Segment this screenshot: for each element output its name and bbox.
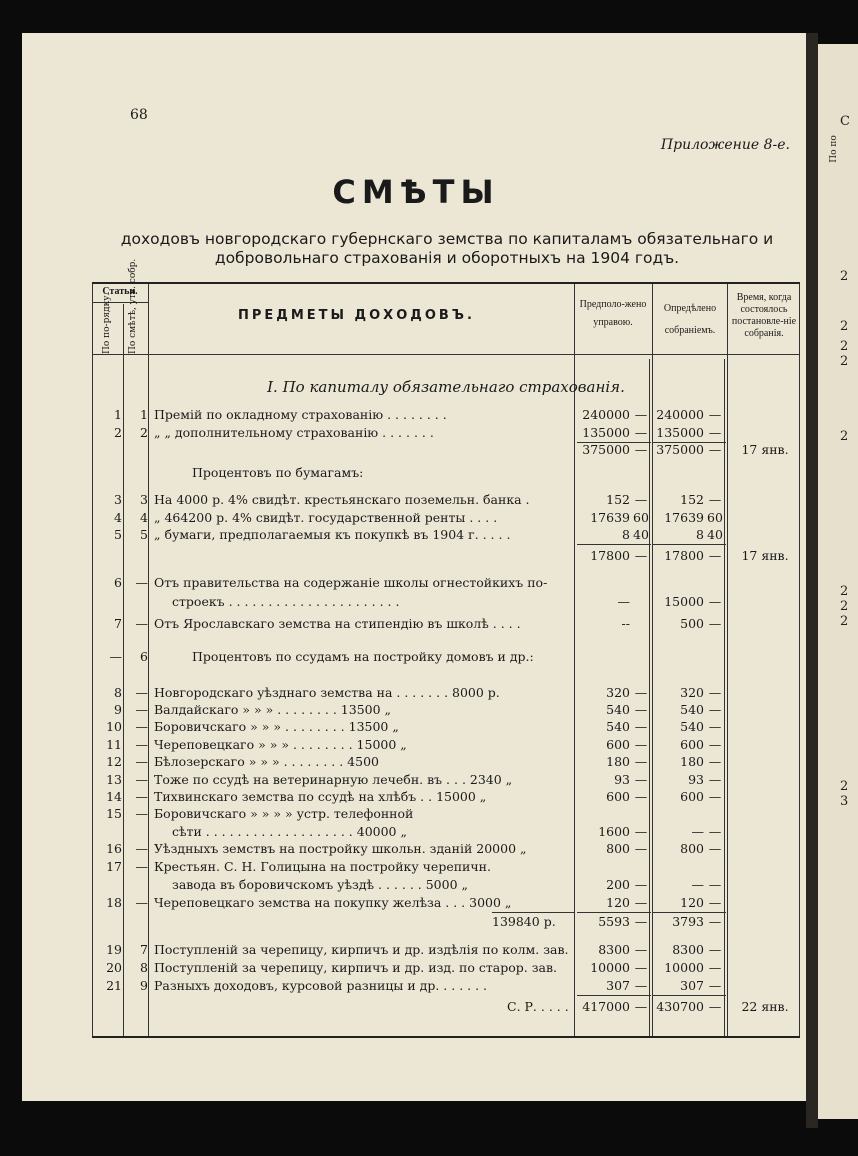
cell-pa: 10000 — [590, 960, 630, 975]
header-po-poryadku: По по-рядку. — [102, 292, 112, 354]
cell-da: — — [691, 877, 704, 892]
cell-da: 17639 — [664, 510, 704, 525]
cell-pk: 40 — [633, 527, 649, 542]
cell-pk: — — [634, 877, 648, 892]
table-row — [92, 548, 800, 566]
cell-da: 540 — [680, 719, 704, 734]
cell-da: 600 — [680, 737, 704, 752]
cell-da: 152 — [680, 492, 704, 507]
cell-pa: 8 — [622, 527, 630, 542]
cell-pk: — — [634, 841, 648, 856]
table-row — [92, 616, 800, 634]
cell-name: Крестьян. С. Н. Голицына на постройку черепичн. — [154, 859, 491, 874]
cell-pa: -- — [621, 616, 630, 631]
appendix-label: Приложение 8-е. — [660, 137, 790, 153]
cell-n2: — — [135, 719, 148, 734]
table-row — [92, 895, 800, 913]
cell-pk: — — [634, 719, 648, 734]
cell-dk: — — [708, 737, 722, 752]
cell-name: С. Р. . . . . — [507, 999, 569, 1014]
cell-n2: — — [135, 685, 148, 700]
cell-pa: 1600 — [598, 824, 630, 839]
sum-rule — [577, 544, 651, 545]
cell-da: 120 — [680, 895, 704, 910]
cell-n2: — — [135, 806, 148, 821]
cell-n2: 7 — [140, 942, 148, 957]
cell-dk: — — [708, 616, 722, 631]
cell-pa: 240000 — [582, 407, 630, 422]
cell-dk: — — [708, 702, 722, 717]
cell-pk: — — [634, 999, 648, 1014]
cell-pk: — — [634, 942, 648, 957]
cell-n2: 4 — [140, 510, 148, 525]
table-row — [92, 806, 800, 824]
cell-pk: — — [634, 407, 648, 422]
table-row — [92, 465, 800, 483]
cell-name: Бѣлозерскаго » » » . . . . . . . . 4500 — [154, 754, 379, 769]
cell-name: Уѣздныхъ земствъ на постройку школьн. зданій 20000 „ — [154, 841, 527, 856]
cell-name: Отъ Ярославскаго земства на стипендію въ школѣ . . . . — [154, 616, 521, 631]
document-page — [22, 33, 810, 1101]
cell-n1: 19 — [106, 942, 122, 957]
cell-pk: — — [634, 702, 648, 717]
cell-n1: 17 — [106, 859, 122, 874]
sum-rule — [577, 912, 651, 913]
cell-name: Боровичскаго » » » . . . . . . . . 13500 „ — [154, 719, 399, 734]
cell-pa: 93 — [614, 772, 630, 787]
cell-name: Тоже по ссудѣ на ветеринарную лечебн. въ . . . 2340 „ — [154, 772, 513, 787]
cell-dk: — — [708, 407, 722, 422]
cell-name: Новгородскаго уѣзднаго земства на . . . . . . . 8000 р. — [154, 685, 500, 700]
sum-rule — [577, 995, 651, 996]
cell-dk: — — [708, 594, 722, 609]
cell-pa: 600 — [606, 789, 630, 804]
cell-n1: 2 — [114, 425, 122, 440]
cell-n1: 18 — [106, 895, 122, 910]
sum-rule — [652, 544, 726, 545]
cell-n2: — — [135, 575, 148, 590]
table-row — [92, 649, 800, 667]
cell-da: 800 — [680, 841, 704, 856]
cell-pa: 800 — [606, 841, 630, 856]
cell-n2: — — [135, 737, 148, 752]
cell-dk: — — [708, 999, 722, 1014]
cell-name: Разныхъ доходовъ, курсовой разницы и др. . . . . . . — [154, 978, 488, 993]
cell-n1: 20 — [106, 960, 122, 975]
cell-n1: 13 — [106, 772, 122, 787]
cell-pa: 307 — [606, 978, 630, 993]
sum-rule — [652, 442, 726, 443]
cell-dk: — — [708, 895, 722, 910]
cell-dk: — — [708, 685, 722, 700]
header-opredeleno: Опредѣлено собраніемъ. — [663, 303, 717, 336]
cell-name: „ бумаги, предполагаемыя къ покупкѣ въ 1904 г. . . . . — [154, 527, 511, 542]
cell-da: 17800 — [664, 548, 704, 563]
cell-n1: 12 — [106, 754, 122, 769]
cell-pa: 320 — [606, 685, 630, 700]
cell-da: 375000 — [656, 442, 704, 457]
estimate-table — [92, 258, 800, 1038]
sum-rule — [652, 995, 726, 996]
cell-name: Отъ правительства на содержаніе школы огнестойкихъ по- — [154, 575, 548, 590]
cell-n1: 5 — [114, 527, 122, 542]
cell-pa: 417000 — [582, 999, 630, 1014]
edge-text: С — [840, 114, 850, 129]
sum-rule — [577, 442, 651, 443]
table-row — [92, 942, 800, 960]
cell-name: Процентовъ по бумагамъ: — [192, 465, 364, 480]
cell-n2: 5 — [140, 527, 148, 542]
cell-n1: 14 — [106, 789, 122, 804]
cell-n1: 11 — [106, 737, 122, 752]
cell-pk: — — [634, 425, 648, 440]
table-row — [92, 737, 800, 755]
cell-name: сѣти . . . . . . . . . . . . . . . . . . . 40000 „ — [172, 824, 407, 839]
cell-dk: — — [708, 754, 722, 769]
cell-n1: 4 — [114, 510, 122, 525]
table-row — [92, 425, 800, 443]
edge-text: 2 — [840, 614, 849, 629]
cell-pk: — — [634, 914, 648, 929]
table-row — [92, 527, 800, 545]
cell-pk: — — [634, 978, 648, 993]
edge-text: 2 — [840, 429, 849, 444]
table-row — [92, 719, 800, 737]
cell-name: Поступленій за черепицу, кирпичъ и др. издѣлія по колм. зав. — [154, 942, 569, 957]
table-row — [92, 877, 800, 895]
header-predpolozheno: Предполо-жено управою. — [579, 299, 647, 328]
cell-pk: — — [634, 895, 648, 910]
cell-da: 600 — [680, 789, 704, 804]
document-subtitle: доходовъ новгородскаго губернскаго земства по капиталамъ обязательнаго и добровольнаго страхованія и оборотныхъ на 1904 годъ. — [120, 230, 774, 267]
cell-da: — — [691, 824, 704, 839]
edge-text: 2 — [840, 354, 849, 369]
cell-da: 240000 — [656, 407, 704, 422]
sum-rule — [492, 912, 574, 913]
cell-tm: 22 янв. — [741, 999, 789, 1014]
cell-n2: 1 — [140, 407, 148, 422]
cell-dk: — — [708, 492, 722, 507]
cell-dk: 40 — [707, 527, 723, 542]
cell-pk: — — [634, 737, 648, 752]
cell-tm: 17 янв. — [741, 548, 789, 563]
cell-name: Премій по окладному страхованію . . . . . . . . — [154, 407, 447, 422]
table-row — [92, 978, 800, 996]
table-row — [92, 594, 800, 612]
cell-pa: 152 — [606, 492, 630, 507]
cell-n2: 9 — [140, 978, 148, 993]
cell-name: завода въ боровичскомъ уѣздѣ . . . . . . 5000 „ — [172, 877, 468, 892]
cell-name: Процентовъ по ссудамъ на постройку домовъ и др.: — [192, 649, 534, 664]
header-po-smete: По смѣтѣ, утв. собр. — [128, 258, 138, 354]
sum-rule — [652, 912, 726, 913]
cell-da: 180 — [680, 754, 704, 769]
table-row — [92, 685, 800, 703]
cell-da: 8 — [696, 527, 704, 542]
table-row — [92, 702, 800, 720]
cell-name: Тихвинскаго земства по ссудѣ на хлѣбъ . . 15000 „ — [154, 789, 487, 804]
edge-text: 2 — [840, 339, 849, 354]
header-vremya: Время, когда состоялось постановле-ніе собранія. — [731, 292, 797, 339]
cell-pa: — — [617, 594, 630, 609]
cell-n2: 8 — [140, 960, 148, 975]
cell-pk: — — [634, 685, 648, 700]
cell-n1: 6 — [114, 575, 122, 590]
cell-n1: 3 — [114, 492, 122, 507]
cell-pa: 540 — [606, 702, 630, 717]
cell-da: 135000 — [656, 425, 704, 440]
cell-dk: 60 — [707, 510, 723, 525]
cell-da: 320 — [680, 685, 704, 700]
cell-pa: 200 — [606, 877, 630, 892]
cell-pa: 17639 — [590, 510, 630, 525]
cell-da: 3793 — [672, 914, 704, 929]
cell-pa: 375000 — [582, 442, 630, 457]
cell-pk: — — [634, 824, 648, 839]
table-row — [92, 492, 800, 510]
cell-n1: — — [109, 649, 122, 664]
cell-n1: 9 — [114, 702, 122, 717]
page-number: 68 — [130, 107, 148, 123]
cell-pk: — — [634, 772, 648, 787]
cell-dk: — — [708, 841, 722, 856]
table-row — [92, 575, 800, 593]
table-row — [92, 442, 800, 460]
cell-n1: 1 — [114, 407, 122, 422]
table-row — [92, 754, 800, 772]
cell-pa: 135000 — [582, 425, 630, 440]
cell-pa: 8300 — [598, 942, 630, 957]
cell-da: 500 — [680, 616, 704, 631]
cell-da: 307 — [680, 978, 704, 993]
cell-n1: 16 — [106, 841, 122, 856]
cell-dk: — — [708, 960, 722, 975]
header-predmety: ПРЕДМЕТЫ ДОХОДОВЪ. — [238, 308, 475, 323]
section-title: I. По капиталу обязательнаго страхованія. — [267, 378, 625, 396]
cell-pk: 60 — [633, 510, 649, 525]
cell-n1: 21 — [106, 978, 122, 993]
cell-pa: 17800 — [590, 548, 630, 563]
cell-name: строекъ . . . . . . . . . . . . . . . . . . . . . . — [172, 594, 400, 609]
next-page-edge — [818, 44, 858, 1119]
cell-pa: 540 — [606, 719, 630, 734]
cell-n1: 15 — [106, 806, 122, 821]
edge-text: 2 — [840, 599, 849, 614]
cell-da: 8300 — [672, 942, 704, 957]
table-row — [92, 510, 800, 528]
cell-dk: — — [708, 442, 722, 457]
book-spine — [806, 33, 818, 1128]
cell-pa: 600 — [606, 737, 630, 752]
edge-text: 2 — [840, 779, 849, 794]
cell-n1: 10 — [106, 719, 122, 734]
document-title: СМѢТЫ — [332, 173, 500, 211]
cell-name: Череповецкаго » » » . . . . . . . . 15000 „ — [154, 737, 407, 752]
cell-n2: 6 — [140, 649, 148, 664]
cell-name: „ 464200 р. 4% свидѣт. государственной ренты . . . . — [154, 510, 498, 525]
table-row — [92, 407, 800, 425]
cell-pk: — — [634, 960, 648, 975]
table-row — [92, 824, 800, 842]
cell-pk: — — [634, 789, 648, 804]
table-row — [92, 914, 800, 932]
cell-pa: 5593 — [598, 914, 630, 929]
cell-pk: — — [634, 442, 648, 457]
cell-name: „ „ дополнительному страхованію . . . . . . . — [154, 425, 434, 440]
cell-da: 540 — [680, 702, 704, 717]
edge-text: 2 — [840, 319, 849, 334]
table-row — [92, 999, 800, 1017]
cell-da: 93 — [688, 772, 704, 787]
cell-n2: — — [135, 895, 148, 910]
header-statji: Статьи. — [102, 286, 138, 297]
table-row — [92, 772, 800, 790]
cell-dk: — — [708, 942, 722, 957]
cell-n2: — — [135, 772, 148, 787]
cell-name: Боровичскаго » » » » устр. телефонной — [154, 806, 414, 821]
cell-n1: 8 — [114, 685, 122, 700]
table-row — [92, 841, 800, 859]
cell-n2: — — [135, 859, 148, 874]
cell-name: Поступленій за черепицу, кирпичъ и др. изд. по старор. зав. — [154, 960, 558, 975]
cell-name: Валдайскаго » » » . . . . . . . . 13500 „ — [154, 702, 392, 717]
cell-dk: — — [708, 914, 722, 929]
cell-n2: — — [135, 754, 148, 769]
cell-dk: — — [708, 548, 722, 563]
cell-da: 430700 — [656, 999, 704, 1014]
edge-text: 3 — [840, 794, 849, 809]
cell-n2: 2 — [140, 425, 148, 440]
cell-da: 10000 — [664, 960, 704, 975]
cell-dk: — — [708, 824, 722, 839]
cell-da: 15000 — [664, 594, 704, 609]
cell-dk: — — [708, 719, 722, 734]
cell-name: На 4000 р. 4% свидѣт. крестьянскаго поземельн. банка . — [154, 492, 530, 507]
edge-text: По по — [828, 135, 839, 163]
cell-name: 139840 р. — [492, 914, 556, 929]
cell-dk: — — [708, 877, 722, 892]
cell-n1: 7 — [114, 616, 122, 631]
table-row — [92, 859, 800, 877]
cell-dk: — — [708, 425, 722, 440]
cell-pa: 180 — [606, 754, 630, 769]
table-row — [92, 960, 800, 978]
cell-n2: — — [135, 702, 148, 717]
table-row — [92, 789, 800, 807]
cell-pk: — — [634, 492, 648, 507]
edge-text: 2 — [840, 584, 849, 599]
cell-pk: — — [634, 548, 648, 563]
cell-n2: — — [135, 789, 148, 804]
cell-tm: 17 янв. — [741, 442, 789, 457]
cell-dk: — — [708, 978, 722, 993]
cell-pa: 120 — [606, 895, 630, 910]
cell-n2: — — [135, 841, 148, 856]
cell-pk: — — [634, 754, 648, 769]
cell-n2: 3 — [140, 492, 148, 507]
cell-dk: — — [708, 789, 722, 804]
edge-text: 2 — [840, 269, 849, 284]
cell-name: Череповецкаго земства на покупку желѣза . . . 3000 „ — [154, 895, 512, 910]
cell-dk: — — [708, 772, 722, 787]
cell-n2: — — [135, 616, 148, 631]
